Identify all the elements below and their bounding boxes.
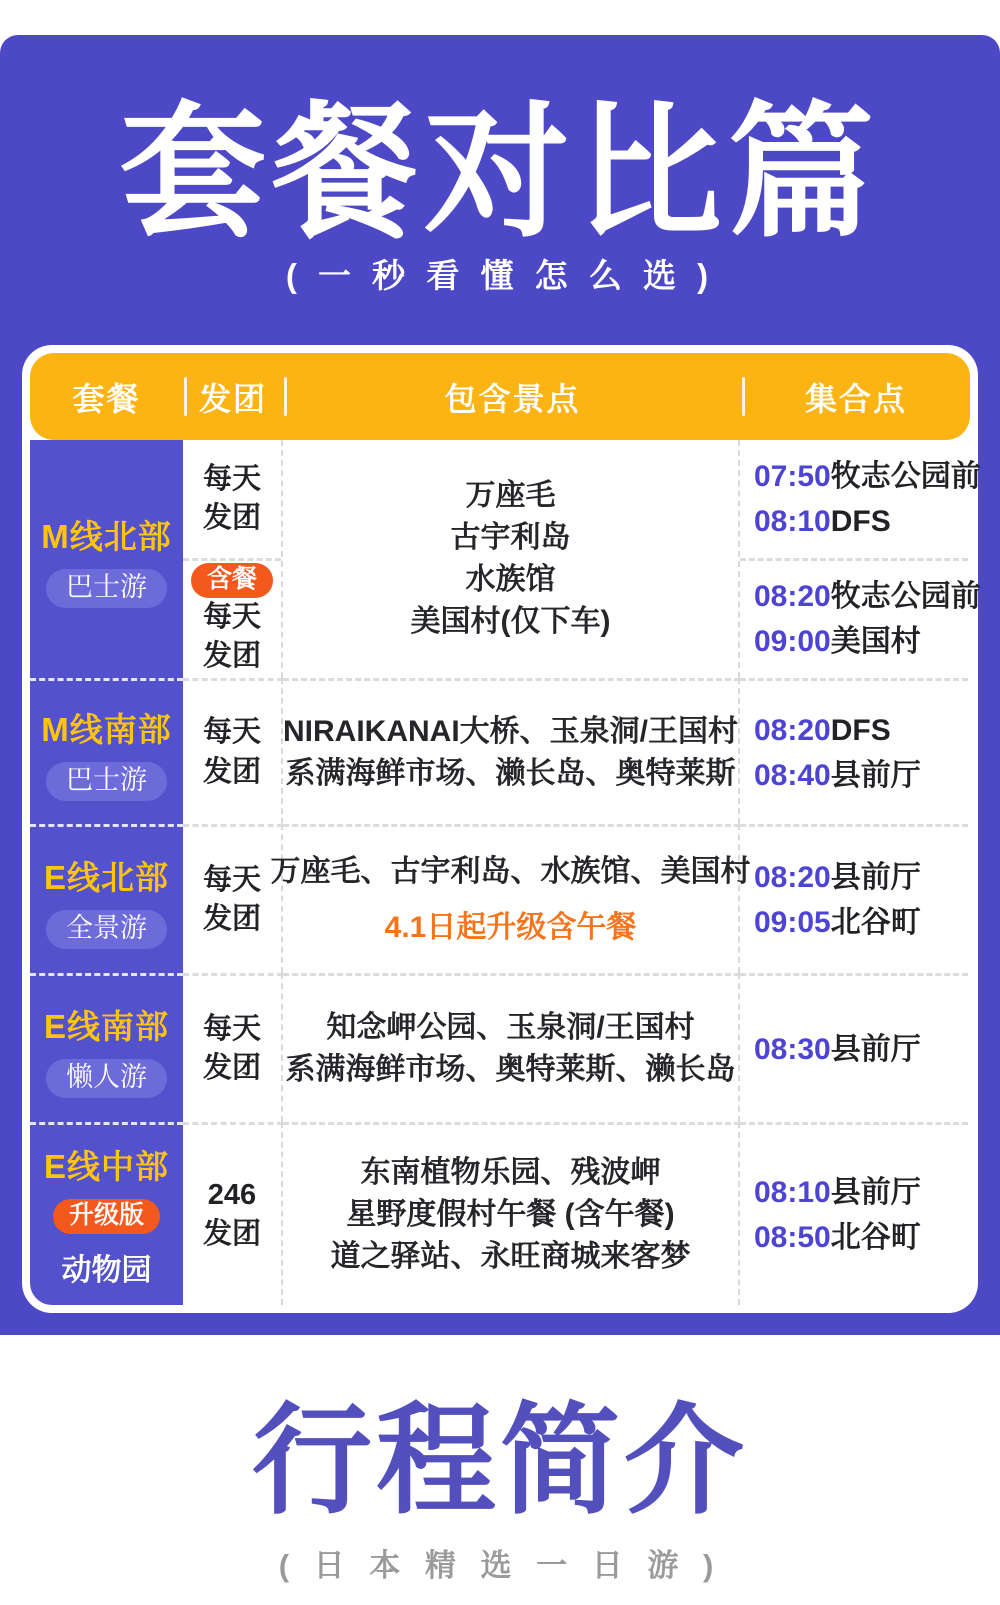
meeting-cell: [740, 440, 981, 678]
departure-option: [183, 827, 281, 973]
departure-cell: [183, 440, 283, 678]
attraction-line: 系满海鲜市场、濑长岛、奥特莱斯: [285, 756, 736, 790]
package-badge: 懒人游: [46, 1059, 167, 1098]
attractions-cell: [283, 973, 740, 1122]
meeting-option: [740, 558, 981, 679]
attractions-cell: [283, 1122, 740, 1305]
meeting-line: [754, 619, 968, 664]
meeting-place: 北谷町: [830, 1221, 921, 1254]
attraction-line: 万座毛: [465, 479, 556, 512]
departure-text: 发团: [202, 501, 261, 534]
section-title-itinerary: 行程简介: [252, 1394, 748, 1528]
departure-text: 每天: [202, 600, 261, 633]
package-name: M线北部: [41, 517, 172, 555]
departure-cell: [183, 678, 283, 824]
departure-option: [183, 1125, 281, 1305]
attraction-line: 万座毛、古宇利岛、水族馆、美国村: [270, 855, 751, 888]
meeting-time: 08:20: [754, 580, 831, 614]
departure-text: 发团: [202, 903, 261, 935]
meeting-place: 县前厅: [830, 1176, 921, 1209]
meeting-time: 09:05: [754, 906, 831, 939]
page-subtitle: ( 一 秒 看 懂 怎 么 选 ): [285, 257, 715, 294]
meeting-line: [754, 855, 968, 900]
package-cell: [30, 678, 183, 824]
departure-text: 发团: [202, 639, 261, 672]
section-subtitle-itinerary: ( 日 本 精 选 一 日 游 ): [278, 1548, 722, 1583]
meeting-place: 县前厅: [830, 758, 921, 792]
attraction-line: 东南植物乐园、残波岬: [360, 1156, 661, 1189]
departure-option: [183, 440, 281, 558]
meeting-time: 09:00: [754, 625, 831, 659]
attraction-line: 知念岬公园、玉泉洞/王国村: [326, 1011, 695, 1044]
departure-text: 每天: [202, 1012, 261, 1045]
attractions-cell: [283, 440, 740, 678]
package-cell: [30, 824, 183, 973]
meeting-line: [754, 1215, 968, 1260]
page-title: 套餐对比篇: [120, 91, 880, 254]
meeting-option: [740, 976, 968, 1122]
meeting-place: DFS: [830, 504, 891, 538]
meeting-cell: [740, 824, 968, 973]
meeting-option: [740, 1125, 968, 1305]
departure-cell: [183, 1122, 283, 1305]
attraction-line: 星野度假村午餐 (含午餐): [346, 1198, 675, 1231]
meeting-line: [754, 454, 981, 499]
attractions-cell: [270, 824, 751, 973]
meeting-place: 县前厅: [830, 861, 921, 894]
meeting-line: [754, 708, 968, 753]
header-divider: [742, 377, 745, 416]
meeting-place: 牧志公园前: [830, 580, 981, 614]
package-badge: 全景游: [46, 910, 167, 949]
table-body: [30, 440, 981, 1305]
meeting-line: [754, 1170, 968, 1215]
meeting-time: 08:40: [754, 758, 831, 792]
meeting-line: [754, 900, 968, 945]
meeting-time: 08:20: [754, 861, 831, 894]
departure-option: [183, 976, 281, 1122]
package-cell: [30, 440, 183, 678]
attraction-line: 道之驿站、永旺商城来客梦: [330, 1240, 691, 1273]
departure-option: [183, 558, 281, 679]
package-badge: 巴士游: [46, 569, 167, 608]
departure-text: 每天: [202, 716, 261, 749]
departure-option: [183, 681, 281, 824]
meeting-option: [740, 440, 981, 558]
header-divider: [284, 377, 287, 416]
attractions-cell: [283, 678, 740, 824]
meeting-line: [754, 574, 981, 619]
departure-cell: [183, 824, 283, 973]
meeting-option: [740, 681, 968, 824]
header-divider: [184, 377, 187, 416]
departure-text: 发团: [202, 1218, 261, 1250]
departure-text: 发团: [202, 1052, 261, 1084]
attraction-line: 古宇利岛: [450, 521, 571, 554]
meeting-time: 08:50: [754, 1221, 831, 1254]
table-row: [30, 1122, 970, 1305]
meeting-place: 牧志公园前: [830, 459, 981, 493]
upgrade-badge: 升级版: [53, 1199, 160, 1234]
table-row: [30, 973, 970, 1122]
meeting-cell: [740, 973, 968, 1122]
comparison-table-card: [22, 345, 981, 1313]
departure-text: 每天: [202, 863, 261, 896]
attraction-line: NIRAIKANAI大桥、玉泉洞/王国村: [283, 714, 738, 748]
package-name: M线南部: [41, 711, 172, 748]
table-row: [30, 440, 981, 678]
table-row: [30, 678, 970, 824]
attraction-line: 水族馆: [465, 563, 556, 596]
departure-cell: [183, 973, 283, 1122]
meeting-option: [740, 827, 968, 973]
departure-text: 发团: [202, 755, 261, 788]
meeting-cell: [740, 678, 968, 824]
package-subname: 动物园: [61, 1254, 152, 1287]
package-name: E线中部: [43, 1148, 169, 1185]
meal-included-badge: 含餐: [191, 563, 273, 598]
table-row: [30, 824, 970, 973]
table-header-row: [30, 353, 970, 440]
attraction-line: 美国村(仅下车): [410, 605, 611, 638]
meeting-line: [754, 1027, 968, 1072]
departure-text: 246: [207, 1178, 257, 1211]
meeting-cell: [740, 1122, 968, 1305]
header-meeting-point: 集合点: [804, 380, 907, 417]
header-attractions: 包含景点: [444, 380, 581, 417]
package-cell: [30, 973, 183, 1122]
package-cell: [30, 1122, 183, 1305]
package-name: E线南部: [43, 1007, 169, 1045]
meeting-place: 美国村: [830, 625, 921, 659]
meeting-line: [754, 499, 968, 544]
meeting-time: 08:10: [754, 1176, 831, 1209]
departure-text: 每天: [202, 462, 261, 495]
meeting-time: 08:10: [754, 504, 831, 538]
package-badge: 巴士游: [46, 762, 167, 801]
header-package: 套餐: [72, 380, 141, 417]
meeting-place: DFS: [830, 713, 891, 747]
meeting-time: 08:30: [754, 1032, 831, 1066]
meeting-time: 08:20: [754, 713, 831, 747]
meeting-place: 北谷町: [830, 906, 921, 939]
upgrade-note: 4.1日起升级含午餐: [384, 911, 637, 944]
header-departure: 发团: [198, 380, 267, 417]
attraction-line: 系满海鲜市场、奥特莱斯、濑长岛: [285, 1053, 736, 1086]
package-name: E线北部: [43, 858, 169, 896]
meeting-place: 县前厅: [830, 1032, 921, 1066]
meeting-time: 07:50: [754, 459, 831, 493]
meeting-line: [754, 753, 968, 798]
